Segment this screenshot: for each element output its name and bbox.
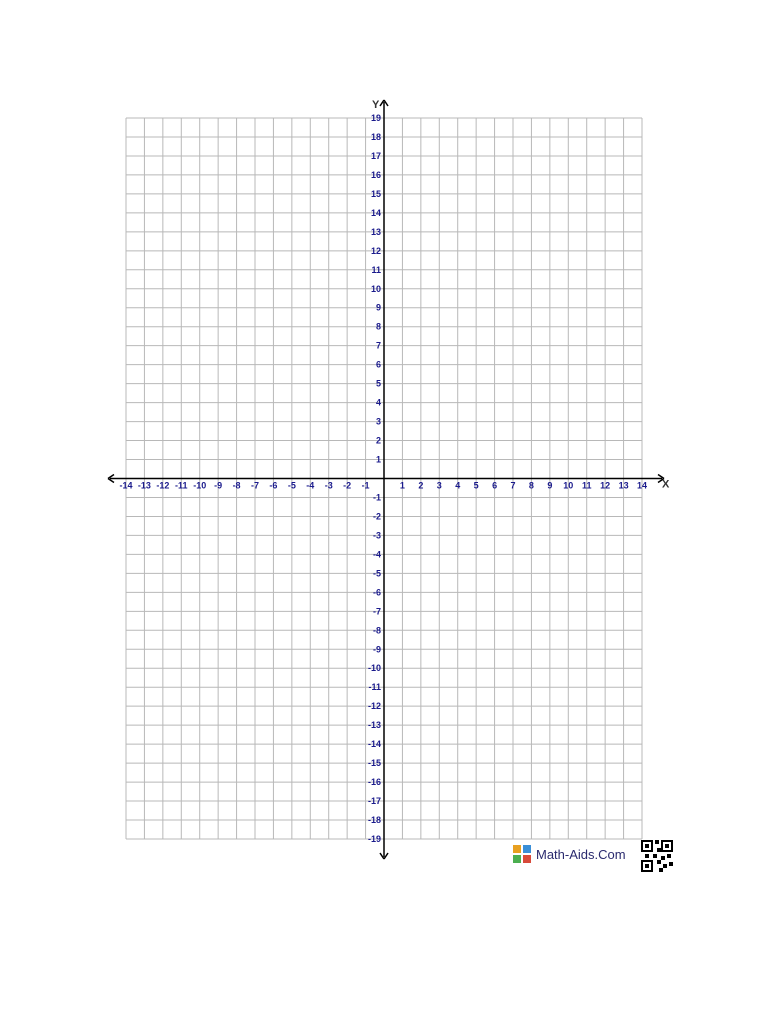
y-tick-label: 11 [371,264,381,275]
y-tick-label: 2 [375,435,381,446]
x-tick-label: -8 [232,480,241,491]
y-tick-label: -9 [372,644,381,655]
y-tick-label: -10 [367,663,381,674]
y-tick-label: -12 [367,701,381,712]
x-tick-label: 12 [600,480,611,491]
y-tick-label: 19 [370,113,381,123]
y-tick-label: 7 [375,340,381,351]
y-tick-label: 1 [375,454,381,465]
x-tick-label: -2 [343,480,352,491]
y-tick-label: 4 [375,397,381,408]
y-tick-label: -13 [367,720,381,731]
x-tick-label: -6 [269,480,278,491]
x-tick-label: 4 [455,480,461,491]
y-tick-label: -15 [367,758,381,769]
y-tick-label: 12 [370,245,381,256]
y-tick-label: 18 [370,131,381,142]
x-tick-label: -10 [193,480,207,491]
y-tick-label: -19 [367,834,381,844]
y-axis-label: Y [372,99,380,111]
x-tick-label: -7 [250,480,260,491]
y-tick-label: 3 [375,416,381,427]
y-tick-label: 5 [375,378,381,389]
brand-footer [513,845,626,863]
y-tick-label: 13 [370,226,381,237]
qr-code-icon [641,840,673,872]
y-tick-label: 16 [370,169,381,180]
y-tick-label: -5 [372,568,381,579]
brand-label: Math-Aids.Com [536,846,626,862]
y-tick-label: -2 [372,511,381,522]
y-tick-label: 15 [370,188,381,199]
y-tick-label: -3 [372,530,381,541]
x-tick-label: 10 [563,480,574,491]
x-tick-label: -12 [156,480,170,491]
x-tick-label: 2 [418,480,424,491]
y-tick-label: -7 [372,606,381,617]
x-tick-label: -13 [137,480,151,491]
y-tick-label: -4 [372,549,381,560]
x-tick-label: -1 [361,480,370,491]
y-tick-label: -8 [372,625,381,636]
x-tick-label: -5 [287,480,296,491]
y-tick-label: -11 [368,682,381,693]
y-tick-label: -1 [372,492,381,503]
math-aids-logo-icon [513,845,531,863]
x-tick-label: -14 [119,480,133,491]
x-tick-label: 5 [473,480,479,491]
y-tick-label: -14 [367,739,381,750]
x-tick-label: 14 [636,480,648,491]
y-tick-label: 14 [370,207,381,218]
x-tick-label: 9 [547,480,553,491]
x-tick-label: 13 [618,480,629,491]
x-axis-label: X [662,478,670,491]
x-tick-label: -3 [324,480,333,491]
y-tick-label: 8 [375,321,381,332]
x-tick-label: 1 [399,480,405,491]
y-tick-label: -18 [367,815,381,826]
x-tick-label: 6 [492,480,498,491]
y-tick-label: 10 [370,283,381,294]
y-tick-label: 6 [375,359,381,370]
x-tick-label: -11 [175,480,188,491]
x-tick-label: 7 [510,480,516,491]
x-tick-label: 8 [528,480,534,491]
y-tick-label: 17 [370,150,381,161]
y-tick-label: 9 [375,302,381,313]
y-tick-label: -6 [372,587,381,598]
x-tick-label: -4 [306,480,315,491]
x-tick-label: -9 [214,480,223,491]
x-tick-label: 3 [436,480,442,491]
y-tick-label: -16 [367,777,381,788]
y-tick-label: -17 [367,796,381,807]
x-tick-label: 11 [581,480,592,491]
